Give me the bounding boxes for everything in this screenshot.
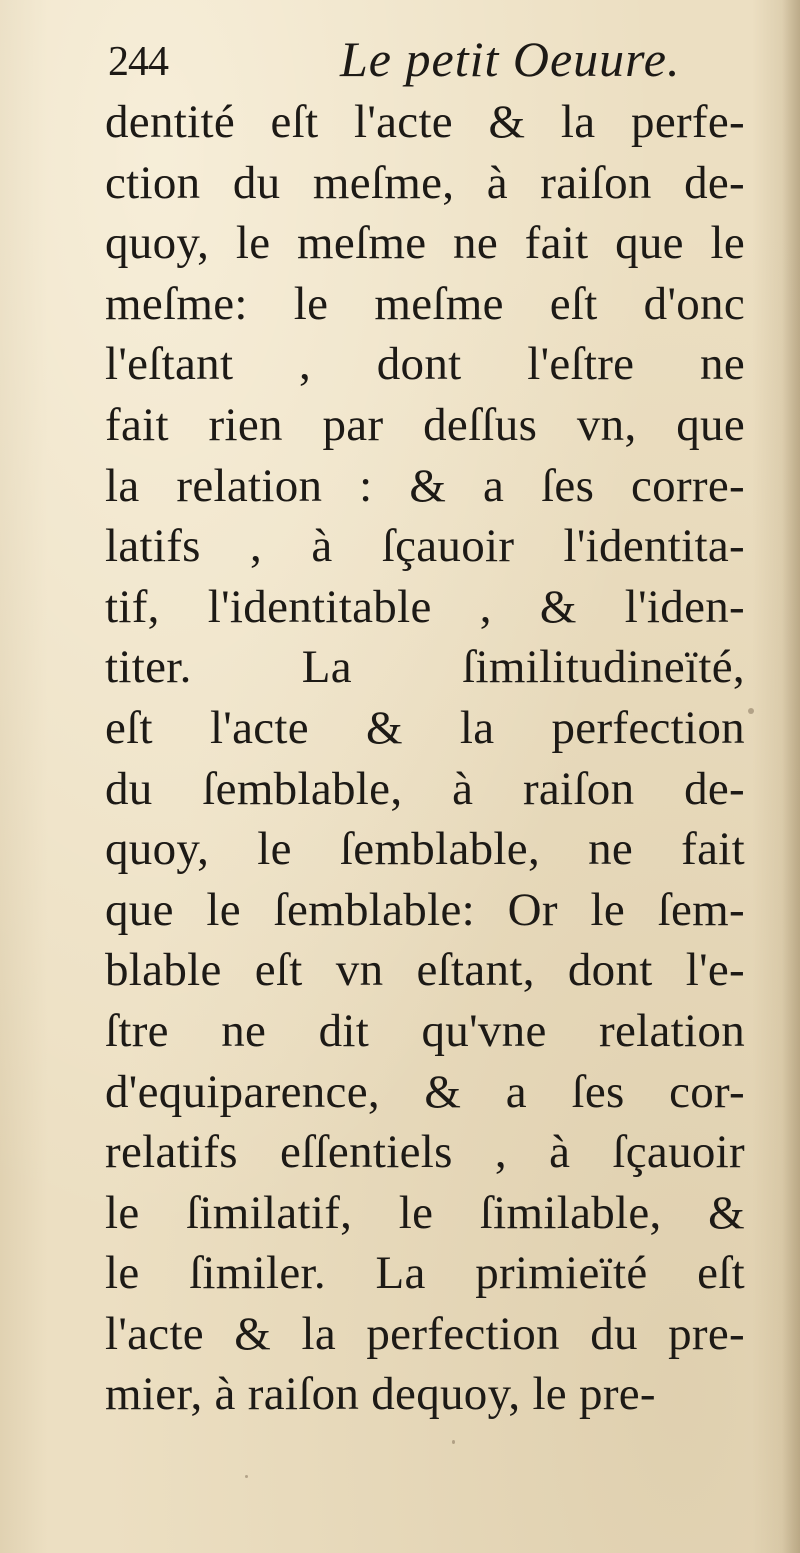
text-line: relatifs eſſentiels , à ſçauoir bbox=[105, 1126, 745, 1179]
text-line: latifs , à ſçauoir l'identita- bbox=[105, 520, 745, 573]
paper-speck bbox=[748, 708, 754, 714]
text-line: le ſimilatif, le ſimilable, & bbox=[105, 1186, 745, 1239]
text-line: quoy, le meſme ne fait que le bbox=[105, 217, 745, 270]
text-line: blable eſt vn eſtant, dont l'e- bbox=[105, 944, 745, 997]
paper-speck bbox=[245, 1475, 248, 1478]
text-line: titer. La ſimilitudineïté, bbox=[105, 641, 745, 694]
text-line: que le ſemblable: Or le ſem- bbox=[105, 883, 745, 936]
text-line: dentité eſt l'acte & la perfe- bbox=[105, 96, 745, 148]
text-line: ſtre ne dit qu'vne relation bbox=[105, 1004, 745, 1057]
page-edge-shadow bbox=[782, 0, 800, 1553]
text-line: le ſimiler. La primieïté eſt bbox=[105, 1247, 745, 1300]
text-line: meſme: le meſme eſt d'onc bbox=[105, 277, 745, 330]
text-line: l'acte & la perfection du pre- bbox=[105, 1307, 745, 1360]
text-line: la relation : & a ſes corre- bbox=[105, 459, 745, 512]
paper-speck bbox=[452, 1440, 455, 1444]
running-title: Le petit Oeuure. bbox=[340, 31, 681, 87]
body-text bbox=[105, 92, 745, 1425]
page-header bbox=[100, 18, 720, 88]
text-line: eſt l'acte & la perfection bbox=[105, 701, 745, 754]
text-line: quoy, le ſemblable, ne fait bbox=[105, 823, 745, 876]
page-number: 244 bbox=[108, 39, 168, 85]
text-line: ction du meſme, à raiſon de- bbox=[105, 156, 745, 209]
text-line: l'eſtant , dont l'eſtre ne bbox=[105, 338, 745, 391]
text-line: tif, l'identitable , & l'iden- bbox=[105, 580, 745, 633]
text-line: fait rien par deſſus vn, que bbox=[105, 398, 745, 451]
text-line: d'equiparence, & a ſes cor- bbox=[105, 1065, 745, 1118]
text-line: du ſemblable, à raiſon de- bbox=[105, 762, 745, 815]
text-line: mier, à raiſon dequoy, le pre- bbox=[105, 1368, 656, 1421]
